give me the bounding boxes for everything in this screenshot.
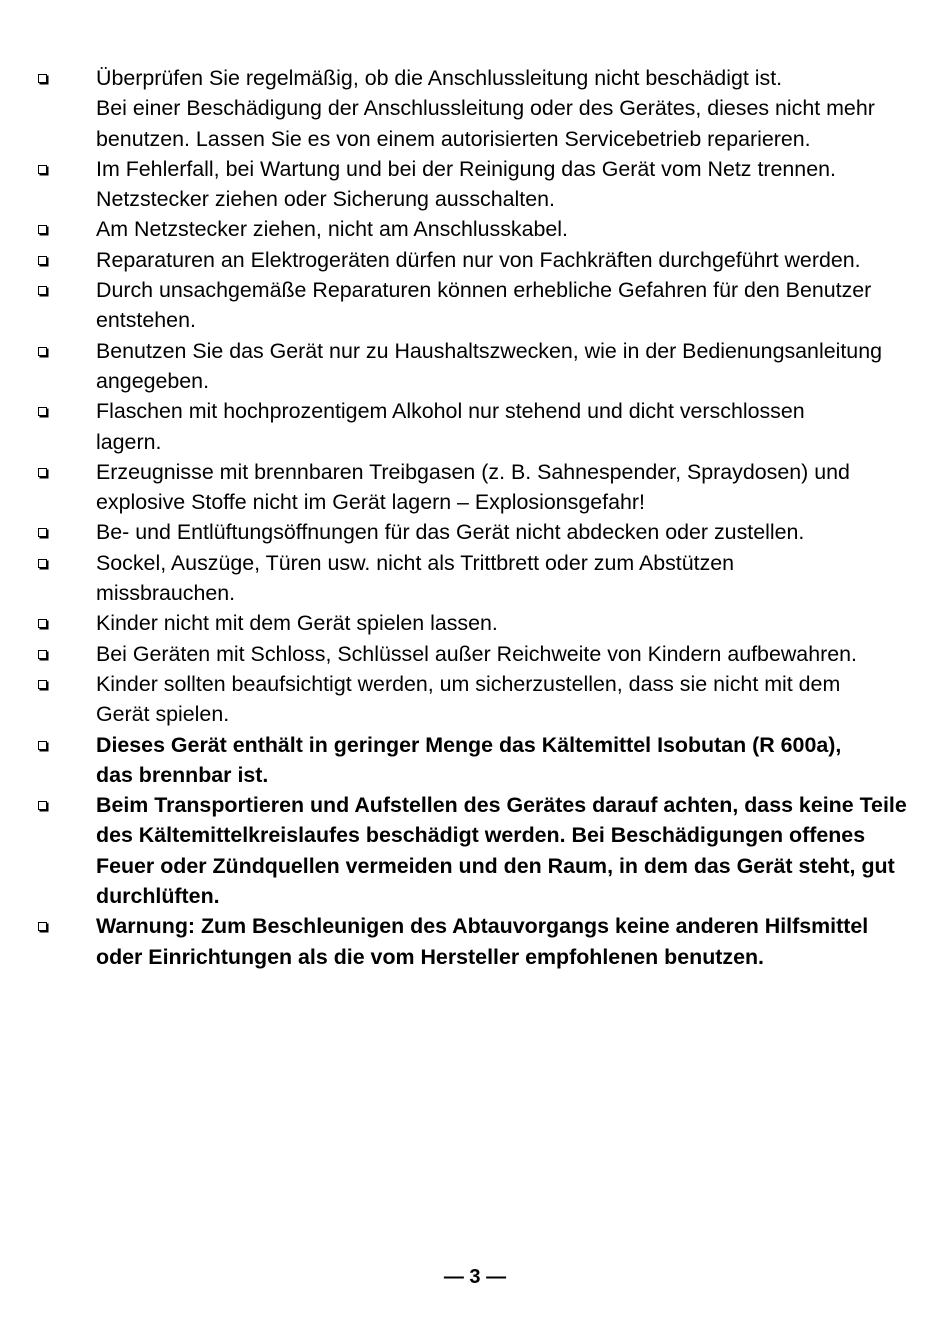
list-item (36, 214, 926, 244)
item-line: Gerät spielen. (96, 702, 230, 727)
item-line: Am Netzstecker ziehen, nicht am Anschlusskabel. (96, 217, 568, 242)
list-item (36, 154, 926, 215)
checkbox-bullet-icon (38, 741, 47, 750)
item-line: des Kältemittelkreislaufes beschädigt werden. Bei Beschädigungen offenes (96, 823, 866, 848)
item-line: Feuer oder Zündquellen vermeiden und den Raum, in dem das Gerät steht, gut (96, 853, 895, 878)
checkbox-bullet-icon (38, 650, 47, 659)
item-line: Warnung: Zum Beschleunigen des Abtauvorgangs keine anderen Hilfsmittel (96, 914, 869, 939)
safety-instructions-list (36, 63, 926, 972)
list-item (36, 457, 926, 518)
checkbox-bullet-icon (38, 256, 47, 265)
list-item (36, 275, 926, 336)
list-item (36, 517, 926, 547)
item-line: durchlüften. (96, 884, 220, 909)
item-line: Dieses Gerät enthält in geringer Menge das Kältemittel Isobutan (R 600a), (96, 732, 842, 757)
item-line: Reparaturen an Elektrogeräten dürfen nur von Fachkräften durchgeführt werden. (96, 247, 861, 272)
item-line: Flaschen mit hochprozentigem Alkohol nur stehend und dicht verschlossen (96, 399, 805, 424)
item-line: Kinder sollten beaufsichtigt werden, um sicherzustellen, dass sie nicht mit dem (96, 671, 841, 696)
checkbox-bullet-icon (38, 619, 47, 628)
checkbox-bullet-icon (38, 922, 47, 931)
list-item (36, 669, 926, 730)
item-line: Sockel, Auszüge, Türen usw. nicht als Trittbrett oder zum Abstützen (96, 550, 735, 575)
checkbox-bullet-icon (38, 528, 47, 537)
checkbox-bullet-icon (38, 165, 47, 174)
item-line: Bei einer Beschädigung der Anschlussleitung oder des Gerätes, dieses nicht mehr (96, 96, 875, 121)
checkbox-bullet-icon (38, 407, 47, 416)
page-number: — 3 — (443, 1266, 507, 1288)
list-item (36, 245, 926, 275)
checkbox-bullet-icon (38, 347, 47, 356)
item-line: Bei Geräten mit Schloss, Schlüssel außer Reichweite von Kindern aufbewahren. (96, 641, 857, 666)
list-item-warning (36, 730, 926, 791)
item-line: Benutzen Sie das Gerät nur zu Haushaltszwecken, wie in der Bedienungsanleitung (96, 338, 882, 363)
item-line: missbrauchen. (96, 581, 236, 606)
checkbox-bullet-icon (38, 286, 47, 295)
checkbox-bullet-icon (38, 468, 47, 477)
checkbox-bullet-icon (38, 680, 47, 689)
list-item (36, 608, 926, 638)
item-line: das brennbar ist. (96, 762, 269, 787)
item-line: Überprüfen Sie regelmäßig, ob die Anschlussleitung nicht beschädigt ist. (96, 66, 783, 90)
list-item (36, 639, 926, 669)
item-line: entstehen. (96, 308, 196, 333)
list-item-warning (36, 911, 926, 972)
checkbox-bullet-icon (38, 801, 47, 810)
list-item-warning (36, 790, 926, 911)
list-item (36, 336, 926, 397)
item-line: explosive Stoffe nicht im Gerät lagern – Explosionsgefahr! (96, 490, 645, 515)
item-line: oder Einrichtungen als die vom Hersteller empfohlenen benutzen. (96, 944, 764, 969)
checkbox-bullet-icon (38, 225, 47, 234)
item-line: Kinder nicht mit dem Gerät spielen lassen. (96, 611, 498, 636)
item-line: angegeben. (96, 368, 210, 393)
item-line: Netzstecker ziehen oder Sicherung ausschalten. (96, 187, 555, 212)
item-line: benutzen. Lassen Sie es von einem autorisierten Servicebetrieb reparieren. (96, 126, 811, 151)
item-line: lagern. (96, 429, 162, 454)
checkbox-bullet-icon (38, 74, 47, 83)
list-item (36, 548, 926, 609)
item-line: Be- und Entlüftungsöffnungen für das Gerät nicht abdecken oder zustellen. (96, 520, 805, 545)
item-line: Durch unsachgemäße Reparaturen können erhebliche Gefahren für den Benutzer (96, 278, 872, 303)
item-line: Erzeugnisse mit brennbaren Treibgasen (z. B. Sahnespender, Spraydosen) und (96, 459, 850, 484)
list-item (36, 63, 926, 154)
checkbox-bullet-icon (38, 559, 47, 568)
item-line: Im Fehlerfall, bei Wartung und bei der Reinigung das Gerät vom Netz trennen. (96, 156, 836, 181)
item-line: Beim Transportieren und Aufstellen des Gerätes darauf achten, dass keine Teile (96, 793, 907, 818)
list-item (36, 396, 926, 457)
